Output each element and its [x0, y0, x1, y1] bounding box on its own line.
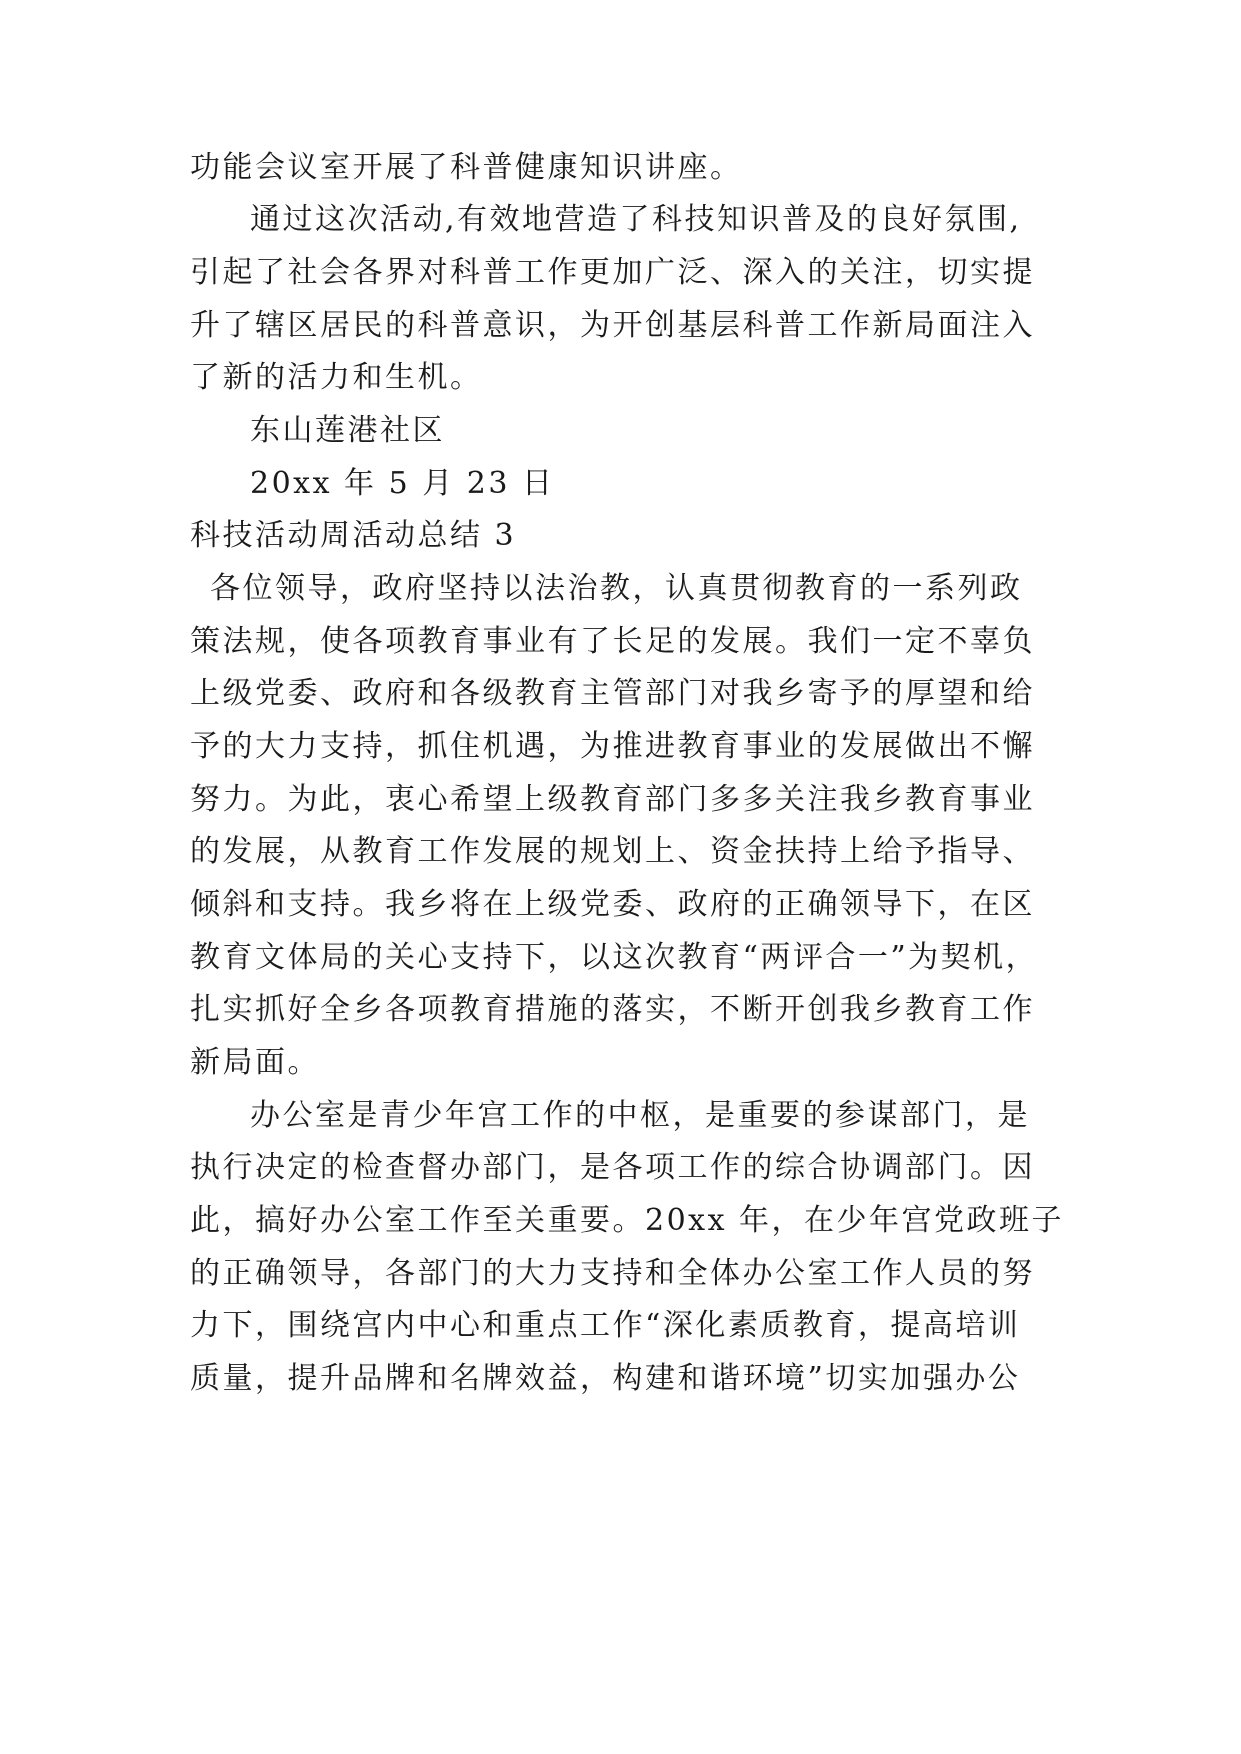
text-line: 升了辖区居民的科普意识，为开创基层科普工作新局面注入 — [190, 308, 1035, 343]
text-line: 上级党委、政府和各级教育主管部门对我乡寄予的厚望和给 — [190, 676, 1035, 711]
text-line: 的正确领导，各部门的大力支持和全体办公室工作人员的努 — [190, 1256, 1035, 1291]
text-line: 扎实抓好全乡各项教育措施的落实，不断开创我乡教育工作 — [190, 992, 1035, 1027]
text-line: 功能会议室开展了科普健康知识讲座。 — [190, 150, 743, 185]
signature-organization: 东山莲港社区 — [250, 413, 445, 448]
section-title: 科技活动周活动总结 3 — [190, 518, 517, 553]
text-line: 予的大力支持，抓住机遇，为推进教育事业的发展做出不懈 — [190, 729, 1035, 764]
text-line: 教育文体局的关心支持下，以这次教育“两评合一”为契机， — [190, 940, 1039, 975]
text-line: 质量，提升品牌和名牌效益，构建和谐环境”切实加强办公 — [190, 1361, 1021, 1396]
text-line: 引起了社会各界对科普工作更加广泛、深入的关注，切实提 — [190, 255, 1035, 290]
text-line: 执行决定的检查督办部门，是各项工作的综合协调部门。因 — [190, 1150, 1035, 1185]
text-line: 力下，围绕宫内中心和重点工作“深化素质教育，提高培训 — [190, 1308, 1021, 1343]
text-line: 新局面。 — [190, 1045, 320, 1080]
paragraph-start: 通过这次活动,有效地营造了科技知识普及的良好氛围, — [250, 202, 1022, 237]
paragraph-start: 各位领导，政府坚持以法治教，认真贯彻教育的一系列政 — [210, 571, 1023, 606]
text-line: 此，搞好办公室工作至关重要。20xx 年，在少年宫党政班子 — [190, 1203, 1065, 1238]
text-line: 倾斜和支持。我乡将在上级党委、政府的正确领导下，在区 — [190, 887, 1035, 922]
text-line: 了新的活力和生机。 — [190, 360, 483, 395]
text-line: 努力。为此，衷心希望上级教育部门多多关注我乡教育事业 — [190, 782, 1035, 817]
text-line: 策法规，使各项教育事业有了长足的发展。我们一定不辜负 — [190, 624, 1035, 659]
paragraph-start: 办公室是青少年宫工作的中枢，是重要的参谋部门，是 — [250, 1098, 1030, 1133]
signature-date: 20xx 年 5 月 23 日 — [250, 466, 555, 501]
text-line: 的发展，从教育工作发展的规划上、资金扶持上给予指导、 — [190, 834, 1035, 869]
